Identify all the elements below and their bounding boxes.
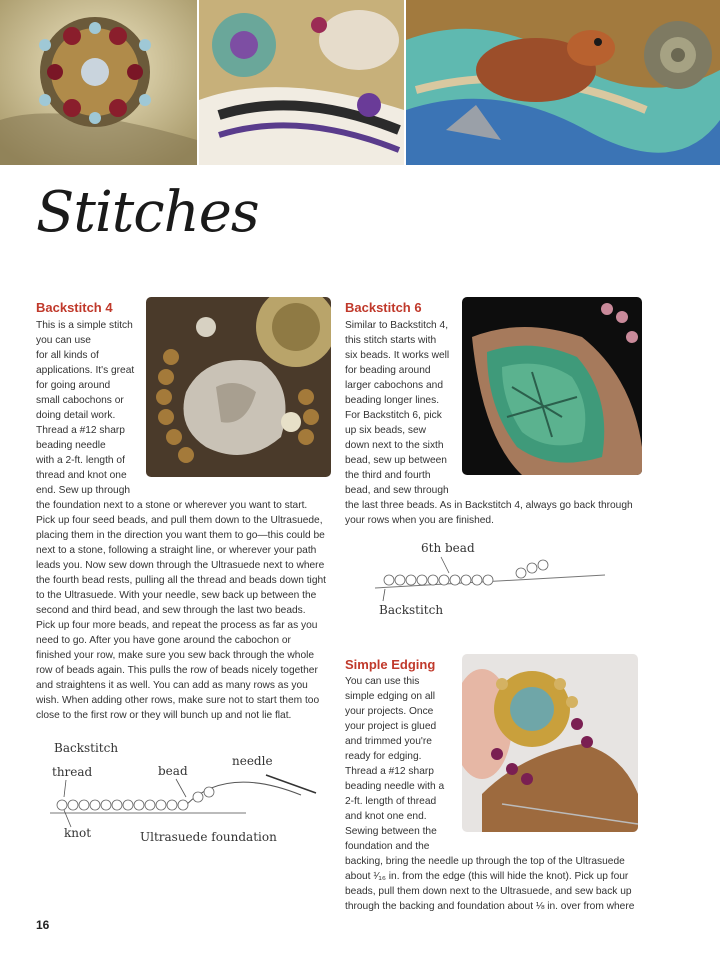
simple-edging-heading: Simple Edging [345,657,436,672]
body-line: beads, pull them down next to the Ultrasuede, and sew back up [345,886,632,897]
body-line: and trimmed you're [345,736,432,747]
body-line: about ¹⁄₁₆ in. from the edge (this will hide the knot). Pick up four [345,871,629,882]
backstitch4-heading: Backstitch 4 [36,300,113,315]
body-line: simple edging on all [345,691,436,702]
body-line: and straightens it as well. You can add as many rows as you [36,680,308,691]
body-line: thread and knot one [36,470,127,481]
body-line: bead, sew up between [345,455,447,466]
body-line: the foundation next to a stone or wherever you want to start. [36,500,308,511]
body-line: Pick up four seed beads, and pull them down to the Ultrasuede, [36,515,323,526]
header-photo-strip [0,0,720,165]
diagram-label-6th-bead: 6th bead [421,541,475,555]
photo-frog-beadwork [406,0,720,165]
body-line: the last three beads. As in Backstitch 4, always go back through [345,500,633,511]
diagram-label-bead: bead [158,764,188,778]
body-line: finished your row, make sure you sew back through the whole [36,650,315,661]
body-line: row of beads again. This pulls the row of beads nicely together [36,665,318,676]
body-line: close to the first row or they will bunch up and not lie flat. [36,710,292,721]
body-line: bead, and sew through [345,485,449,496]
body-line: for going around [36,380,111,391]
body-line: Sewing between the [345,826,437,837]
diagram-label-knot: knot [64,826,92,840]
body-line: This is a simple stitch [36,320,133,331]
body-line: your rows when you are finished. [345,515,494,526]
body-line: small cabochons or [36,395,124,406]
diagram-title-backstitch6: Backstitch [379,603,444,617]
body-line: for beading around [345,365,431,376]
backstitch4-diagram [36,735,336,850]
backstitch6-photo [462,297,642,475]
body-line: through the backing and foundation about ⅛ in. over from where [345,901,635,912]
backstitch6-heading: Backstitch 6 [345,300,422,315]
body-line: down next to the sixth [345,440,444,451]
backstitch6-diagram [345,535,645,625]
body-line: foundation and the [345,841,430,852]
diagram-label-needle: needle [232,754,273,768]
body-line: and knot one end. [345,811,427,822]
body-line: For Backstitch 6, pick [345,410,442,421]
body-line: beading needle [36,440,106,451]
body-line: wish. When adding other rows, make sure not to start them too [36,695,320,706]
body-line: Pick up four more beads, and repeat the process as far as you [36,620,318,631]
body-line: six beads. It works well [345,350,450,361]
body-line: beading needle with a [345,781,445,792]
body-line: you can use [36,335,91,346]
body-line: ready for edging. [345,751,422,762]
body-line: Thread a #12 sharp [36,425,125,436]
body-line: need to go. After you have gone around the cabochon or [36,635,291,646]
body-line: your projects. Once [345,706,434,717]
body-line: You can use this [345,676,420,687]
body-line: leads you. Now sew down through the Ultrasuede next to where [36,560,325,571]
diagram-label-foundation: Ultrasuede foundation [140,830,277,844]
body-line: 2-ft. length of thread [345,796,437,807]
body-line: larger cabochons and [345,380,443,391]
body-line: applications. It's great [36,365,135,376]
body-line: next to a stone, following a straight line, or wherever your path [36,545,317,556]
backstitch4-photo [146,297,331,477]
body-line: your project is glued [345,721,437,732]
page-number: 16 [36,918,50,932]
body-line: up six beads, sew [345,425,426,436]
diagram-label-thread: thread [52,765,93,779]
body-line: Similar to Backstitch 4, [345,320,449,331]
body-line: backing, bring the needle up through the top of the Ultrasuede [345,856,625,867]
body-line: end. Sew up through [36,485,131,496]
body-line: placing them in the direction you want them to go—this could be [36,530,325,541]
body-line: doing detail work. [36,410,116,421]
page-title: Stitches [36,180,259,245]
diagram-title: Backstitch [54,741,119,755]
body-line: second and third bead, and sew through the last two beads. [36,605,306,616]
simple-edging-photo [462,654,638,832]
body-line: the third and fourth [345,470,431,481]
body-line: beading longer lines. [345,395,440,406]
body-line: for all kinds of [36,350,99,361]
body-line: with a 2-ft. length of [36,455,125,466]
photo-flower-beadwork [199,0,404,165]
body-line: the fourth bead rests, pulling all the thread and beads down tight [36,575,326,586]
photo-cabochon-pendant [0,0,197,165]
body-line: Thread a #12 sharp [345,766,434,777]
body-line: to the Ultrasuede. With your needle, sew back up between the [36,590,317,601]
body-line: this stitch starts with [345,335,437,346]
